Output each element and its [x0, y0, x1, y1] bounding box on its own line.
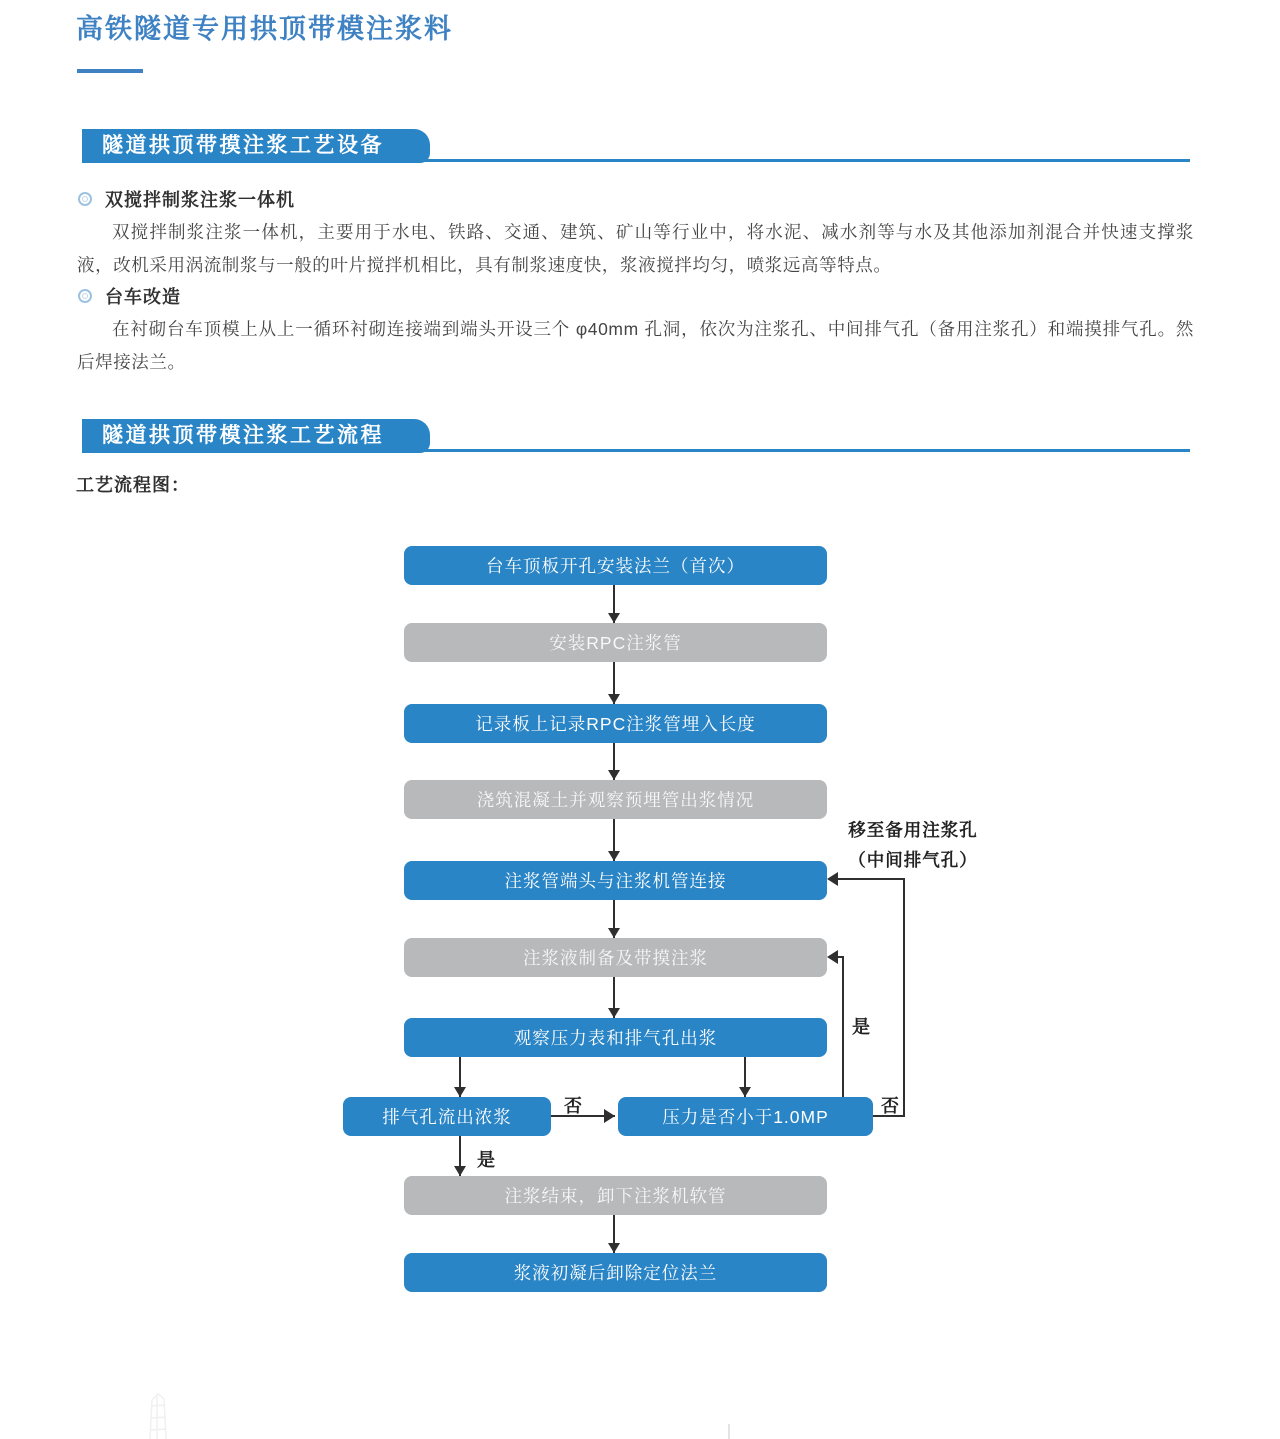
loop-connector — [842, 956, 844, 1097]
loop-connector — [903, 878, 905, 1117]
flow-arrow-down — [459, 1057, 461, 1097]
title-underline — [77, 69, 143, 73]
loop-annotation-line: （中间排气孔） — [848, 850, 978, 870]
paragraph: 双搅拌制浆注浆一体机，主要用于水电、铁路、交通、建筑、矿山等行业中，将水泥、减水剂等与水及其他添加剂混合并快速支撑浆液，改机采用涡流制浆与一般的叶片搅拌机相比，具有制浆速度快，浆液搅拌均匀，喷浆远高等特点。 — [77, 222, 1194, 275]
flow-node: 注浆管端头与注浆机管连接 — [404, 861, 827, 900]
arrowhead-left-icon — [827, 872, 838, 886]
arrowhead-left-icon — [827, 950, 838, 964]
flow-arrow-down — [613, 977, 615, 1018]
flow-node: 注浆结束，卸下注浆机软管 — [404, 1176, 827, 1215]
flow-node: 排气孔流出浓浆 — [343, 1097, 551, 1136]
page-title: 高铁隧道专用拱顶带模注浆料 — [76, 14, 453, 44]
flow-arrow-down — [613, 819, 615, 861]
bullet-circle-icon — [78, 192, 92, 206]
edge-label-yes: 是 — [852, 1017, 870, 1037]
list-item — [78, 283, 181, 309]
flow-arrow-right — [551, 1115, 615, 1117]
flow-node: 台车顶板开孔安装法兰（首次） — [404, 546, 827, 585]
loop-connector — [836, 878, 905, 880]
flow-node: 浆液初凝后卸除定位法兰 — [404, 1253, 827, 1292]
flow-node: 观察压力表和排气孔出浆 — [404, 1018, 827, 1057]
flow-arrow-down — [613, 743, 615, 780]
paragraph: 在衬砌台车顶模上从上一循环衬砌连接端到端头开设三个 φ40mm 孔洞，依次为注浆孔、中间排气孔（备用注浆孔）和端摸排气孔。然后焊接法兰。 — [77, 319, 1194, 372]
section-divider-line — [420, 159, 1190, 162]
list-item-heading: 双搅拌制浆注浆一体机 — [105, 190, 295, 210]
section-divider-line — [420, 449, 1190, 452]
flow-node: 压力是否小于1.0MP — [618, 1097, 873, 1136]
edge-label-no: 否 — [564, 1096, 582, 1116]
flow-arrow-down — [613, 585, 615, 623]
loop-annotation — [838, 815, 988, 875]
flow-arrow-down — [613, 662, 615, 704]
flow-arrow-down — [613, 900, 615, 938]
loop-annotation-line: 移至备用注浆孔 — [848, 820, 978, 840]
section-header-process: 隧道拱顶带模注浆工艺流程 — [82, 419, 430, 453]
list-item-heading: 台车改造 — [105, 287, 181, 307]
bullet-circle-icon — [78, 289, 92, 303]
list-item — [78, 186, 295, 212]
watermark-mark — [728, 1424, 730, 1439]
flow-arrow-down — [613, 1215, 615, 1253]
flow-node: 安装RPC注浆管 — [404, 623, 827, 662]
edge-label-yes: 是 — [477, 1150, 495, 1170]
edge-label-no: 否 — [881, 1096, 899, 1116]
flow-arrow-down — [744, 1057, 746, 1097]
flowchart-caption: 工艺流程图： — [76, 475, 190, 495]
flow-node: 浇筑混凝土并观察预埋管出浆情况 — [404, 780, 827, 819]
flow-node: 注浆液制备及带摸注浆 — [404, 938, 827, 977]
section-header-equipment: 隧道拱顶带摸注浆工艺设备 — [82, 129, 430, 163]
flow-node: 记录板上记录RPC注浆管埋入长度 — [404, 704, 827, 743]
flow-arrow-down — [459, 1136, 461, 1176]
watermark-building-icon — [136, 1392, 190, 1439]
